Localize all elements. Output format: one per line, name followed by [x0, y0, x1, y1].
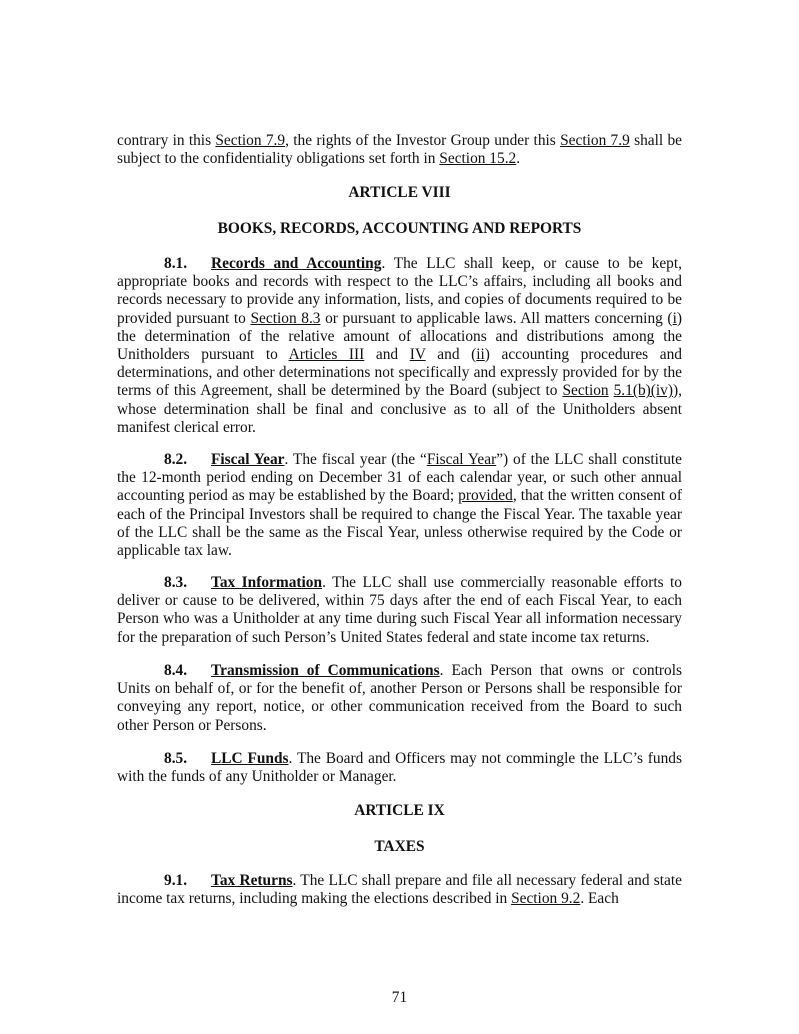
section-number: 8.5. — [164, 750, 188, 767]
text: , the rights of the Investor Group under this — [285, 132, 561, 149]
section-number: 8.4. — [164, 662, 188, 679]
section-9-1-paragraph — [117, 872, 682, 908]
clause-marker: ii — [476, 346, 485, 364]
text: . The LLC shall prepare and file all necessary federal and state income tax returns, including making the elections described in — [117, 872, 682, 908]
section-title: Transmission of Communications — [211, 662, 440, 679]
section-8-4-paragraph — [117, 662, 682, 735]
defined-term: provided — [458, 487, 513, 505]
section-title: Fiscal Year — [211, 451, 285, 468]
section-title: Tax Returns — [211, 872, 293, 889]
text: . Each Person that owns or controls Units on behalf of, or for the benefit of, another Person or Persons shall be responsible for conveying any report, notice, or other communication received from the Board to such other Person or Persons. — [117, 662, 682, 734]
defined-term: Fiscal Year — [426, 451, 497, 468]
text: . The LLC shall use commercially reasonable efforts to deliver or cause to be delivered, within 75 days after the end of each Fiscal Year, to each Person who was a Unitholder at any time during such Fiscal Year all information necessary for the preparation of such Person’s United States federal and state income tax returns. — [117, 574, 683, 646]
intro-paragraph — [117, 132, 682, 168]
section-title: LLC Funds — [211, 750, 289, 767]
section-8-3-paragraph — [117, 574, 682, 647]
text: . The LLC shall keep, or cause to be kept, appropriate books and records with respect to the LLC’s affairs, including all books and records necessary to provide any information, lists, and copies of documents required to be provided pursuant to — [117, 255, 682, 327]
text: . The fiscal year (the “ — [284, 451, 427, 468]
section-reference: Section 7.9 — [560, 132, 630, 149]
section-reference: Section — [562, 382, 609, 400]
text: ”) of the LLC shall constitute the 12-month period ending on December 31 of each calendar year, or such other annual accounting period as may be established by the Board; — [117, 451, 683, 505]
article-9-number: ARTICLE IX — [354, 802, 445, 819]
article-8-title: BOOKS, RECORDS, ACCOUNTING AND REPORTS — [217, 220, 582, 237]
text: ) accounting procedures and determinations, and other determinations not specifically and expressly provided for by the terms of this Agreement, shall be determined by the Board (subject to — [117, 346, 682, 400]
article-9-title: TAXES — [374, 838, 425, 855]
page-number: 71 — [391, 989, 408, 1006]
section-8-5-paragraph — [117, 750, 682, 786]
section-number: 8.3. — [164, 574, 188, 591]
section-reference: Section 15.2 — [439, 150, 517, 168]
article-8-number: ARTICLE VIII — [348, 184, 451, 201]
text: . Each — [580, 890, 619, 908]
clause-marker: i — [672, 309, 677, 327]
section-reference: Section 8.3 — [250, 309, 321, 327]
text: and ( — [425, 346, 477, 364]
section-number: 9.1. — [164, 872, 188, 889]
text: and — [364, 346, 410, 364]
section-8-2-paragraph — [117, 451, 682, 560]
section-reference: IV — [409, 346, 426, 364]
section-number: 8.2. — [164, 451, 188, 468]
section-reference: Articles III — [288, 346, 365, 364]
section-8-1-paragraph — [117, 255, 682, 437]
text: ), whose determination shall be final and conclusive as to all of the Unitholders absent manifest clerical error. — [117, 382, 682, 436]
text: . — [516, 150, 521, 168]
text: shall be subject to the confidentiality obligations set forth in — [117, 132, 682, 168]
text: . The Board and Officers may not commingle the LLC’s funds with the funds of any Unitholder or Manager. — [117, 750, 682, 786]
section-title: Tax Information — [211, 574, 323, 591]
section-reference: 5.1(b)(iv) — [613, 382, 673, 400]
text: , that the written consent of each of the Principal Investors shall be required to change the Fiscal Year. The taxable year of the LLC shall be the same as the Fiscal Year, unless otherwise required by the Code or applicable tax law. — [117, 487, 682, 560]
text: ) the determination of the relative amount of allocations and distributions among the Unitholders pursuant to — [117, 309, 682, 364]
text: or pursuant to applicable laws. All matters concerning ( — [320, 309, 673, 327]
section-reference: Section 7.9 — [215, 132, 286, 149]
section-reference: Section 9.2 — [511, 890, 581, 908]
section-title: Records and Accounting — [211, 255, 382, 272]
text: contrary in this — [117, 132, 216, 149]
section-number: 8.1. — [164, 255, 188, 272]
